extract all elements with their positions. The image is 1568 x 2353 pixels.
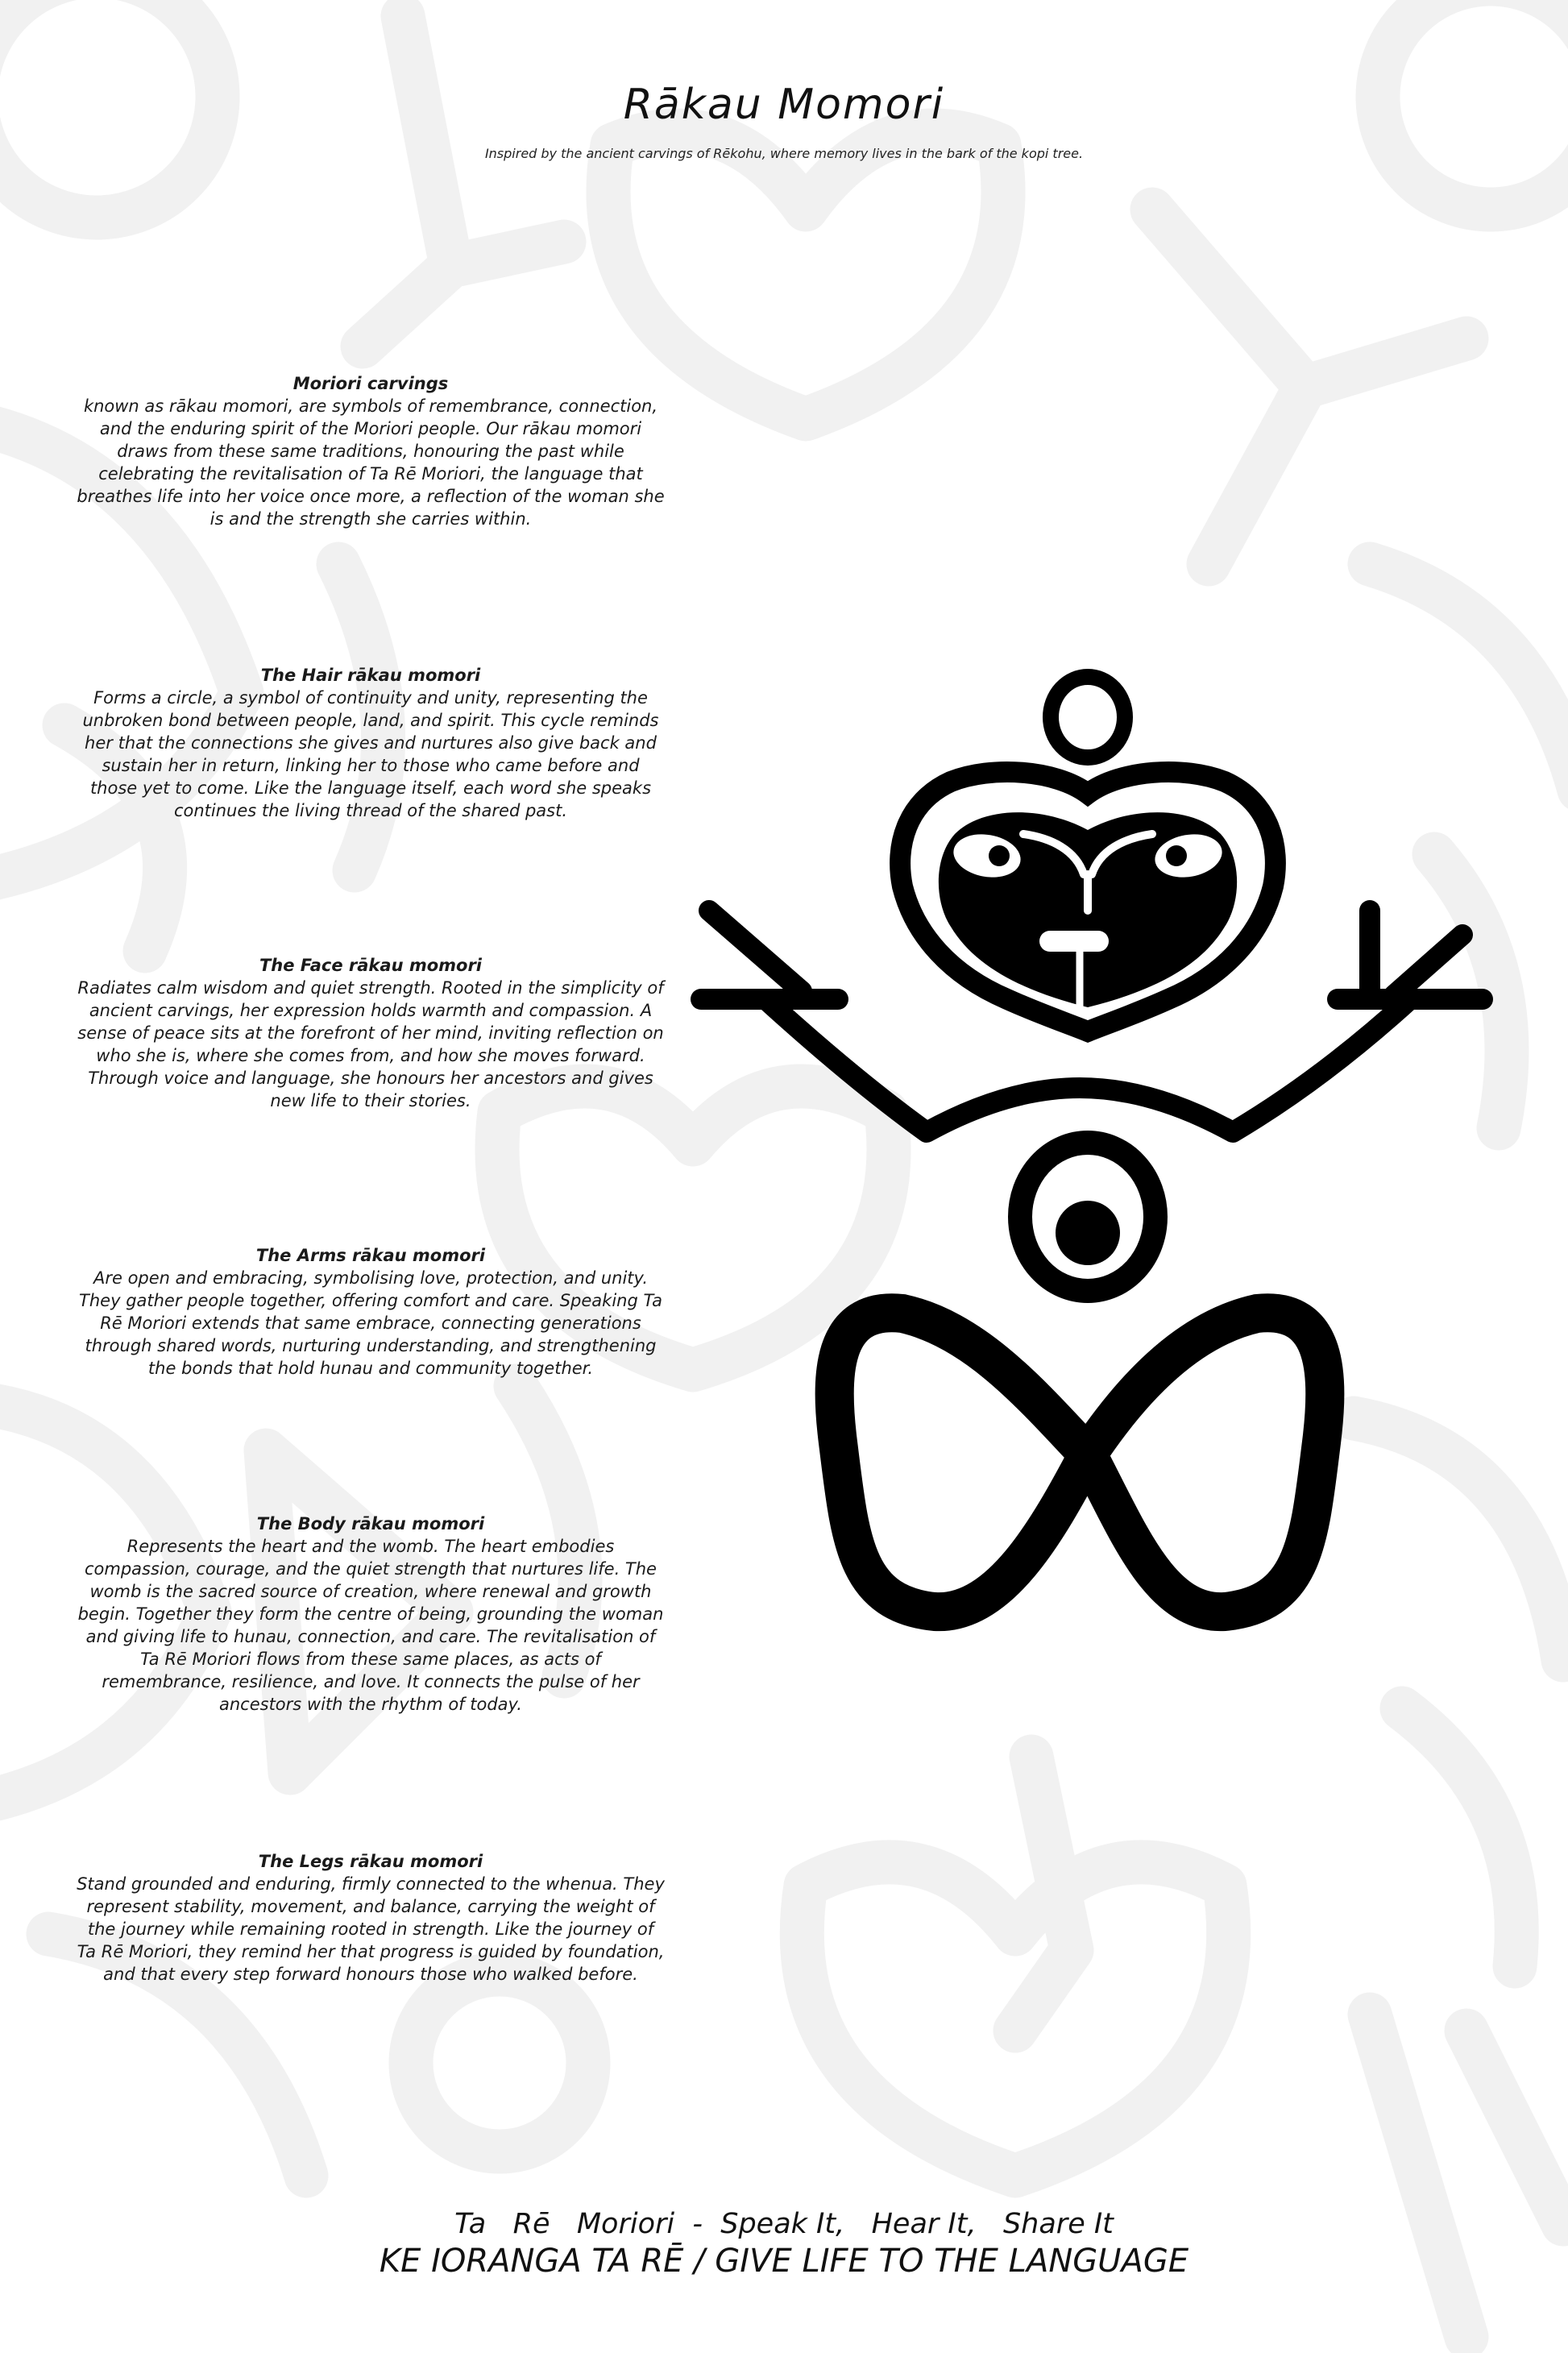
section-body: Radiates calm wisdom and quiet strength. Rooted in the simplicity of ancient carvings, her expression holds warmth and compassion. A sense of peace sits at the forefront of her mind, inviting reflection on who she is, where she comes from, and how she moves forward. Through voice and language, she honours her ancestors and gives new life to their stories. [77, 978, 664, 1110]
left-arm-finger [709, 911, 802, 991]
page-subtitle: Inspired by the ancient carvings of Rēkohu, where memory lives in the bark of the kopi tree. [484, 146, 1084, 161]
section-heading: The Arms rākau momori [255, 1246, 486, 1265]
section-legs [77, 1850, 665, 1986]
section-heading: The Body rākau momori [256, 1514, 485, 1533]
left-pupil [989, 845, 1010, 866]
mouth [1039, 931, 1109, 952]
section-heading: Moriori carvings [292, 374, 449, 393]
page-title: Rākau Momori [623, 81, 945, 129]
section-face [77, 954, 665, 1112]
section-heading: The Hair rākau momori [260, 666, 481, 685]
section-body [77, 1513, 665, 1716]
footer-tagline: Ta Rē Moriori - Speak It, Hear It, Share It [454, 2208, 1114, 2240]
section-body: Stand grounded and enduring, firmly connected to the whenua. They represent stability, movement, and balance, carrying the weight of the journey while remaining rooted in strength. Like the journey of Ta Rē Moriori, they remind her that progress is guided by foundation, and that every step forward honours those who walked before. [77, 1874, 665, 1984]
section-body: known as rākau momori, are symbols of remembrance, connection, and the enduring spirit of the Moriori people. Our rākau momori draws from these same traditions, honouring the past while celebrating the revitalisation of Ta Rē Moriori, the language that breathes life into her voice once more, a reflection of the woman she is and the strength she carries within. [77, 396, 665, 529]
footer-slogan: KE IORANGA TA RĒ / GIVE LIFE TO THE LANGUAGE [379, 2243, 1189, 2280]
arm-band [765, 999, 1410, 1132]
section-body: Represents the heart and the womb. The heart embodies compassion, courage, and the quiet strength that nurtures life. The womb is the sacred source of creation, where renewal and growth begin. Together they form the centre of being, grounding the woman and giving life to hunau, connection, and care. The revitalisation of Ta Rē Moriori flows from these same places, as acts of remembrance, resilience, and love. It connects the pulse of her ancestors with the rhythm of today. [77, 1537, 664, 1714]
right-arm-finger-2 [1394, 935, 1462, 995]
legs-figure-eight [835, 1313, 1325, 1612]
right-pupil [1166, 845, 1187, 866]
section-body: Are open and embracing, symbolising love, protection, and unity. They gather people together, offering comfort and care. Speaking Ta Rē Moriori extends that same embrace, connecting generations through shared words, nurturing understanding, and strengthening the bonds that hold hunau and community together. [79, 1268, 662, 1378]
section-hair [77, 664, 665, 822]
rakau-momori-figure [669, 669, 1515, 1652]
body-heart-dot [1056, 1201, 1120, 1265]
section-heading: The Legs rākau momori [258, 1852, 483, 1871]
section-heading: The Face rākau momori [259, 956, 483, 975]
section-body: Forms a circle, a symbol of continuity and unity, representing the unbroken bond between people, land, and spirit. This cycle reminds her that the connections she gives and nurtures also give back and sustain her in return, linking her to those who came before and those yet to come. Like the language itself, each word she speaks continues the living thread of the shared past. [82, 688, 659, 820]
section-arms [77, 1244, 665, 1380]
section-moriori-carvings [77, 372, 665, 530]
hair-ring [1051, 677, 1125, 757]
